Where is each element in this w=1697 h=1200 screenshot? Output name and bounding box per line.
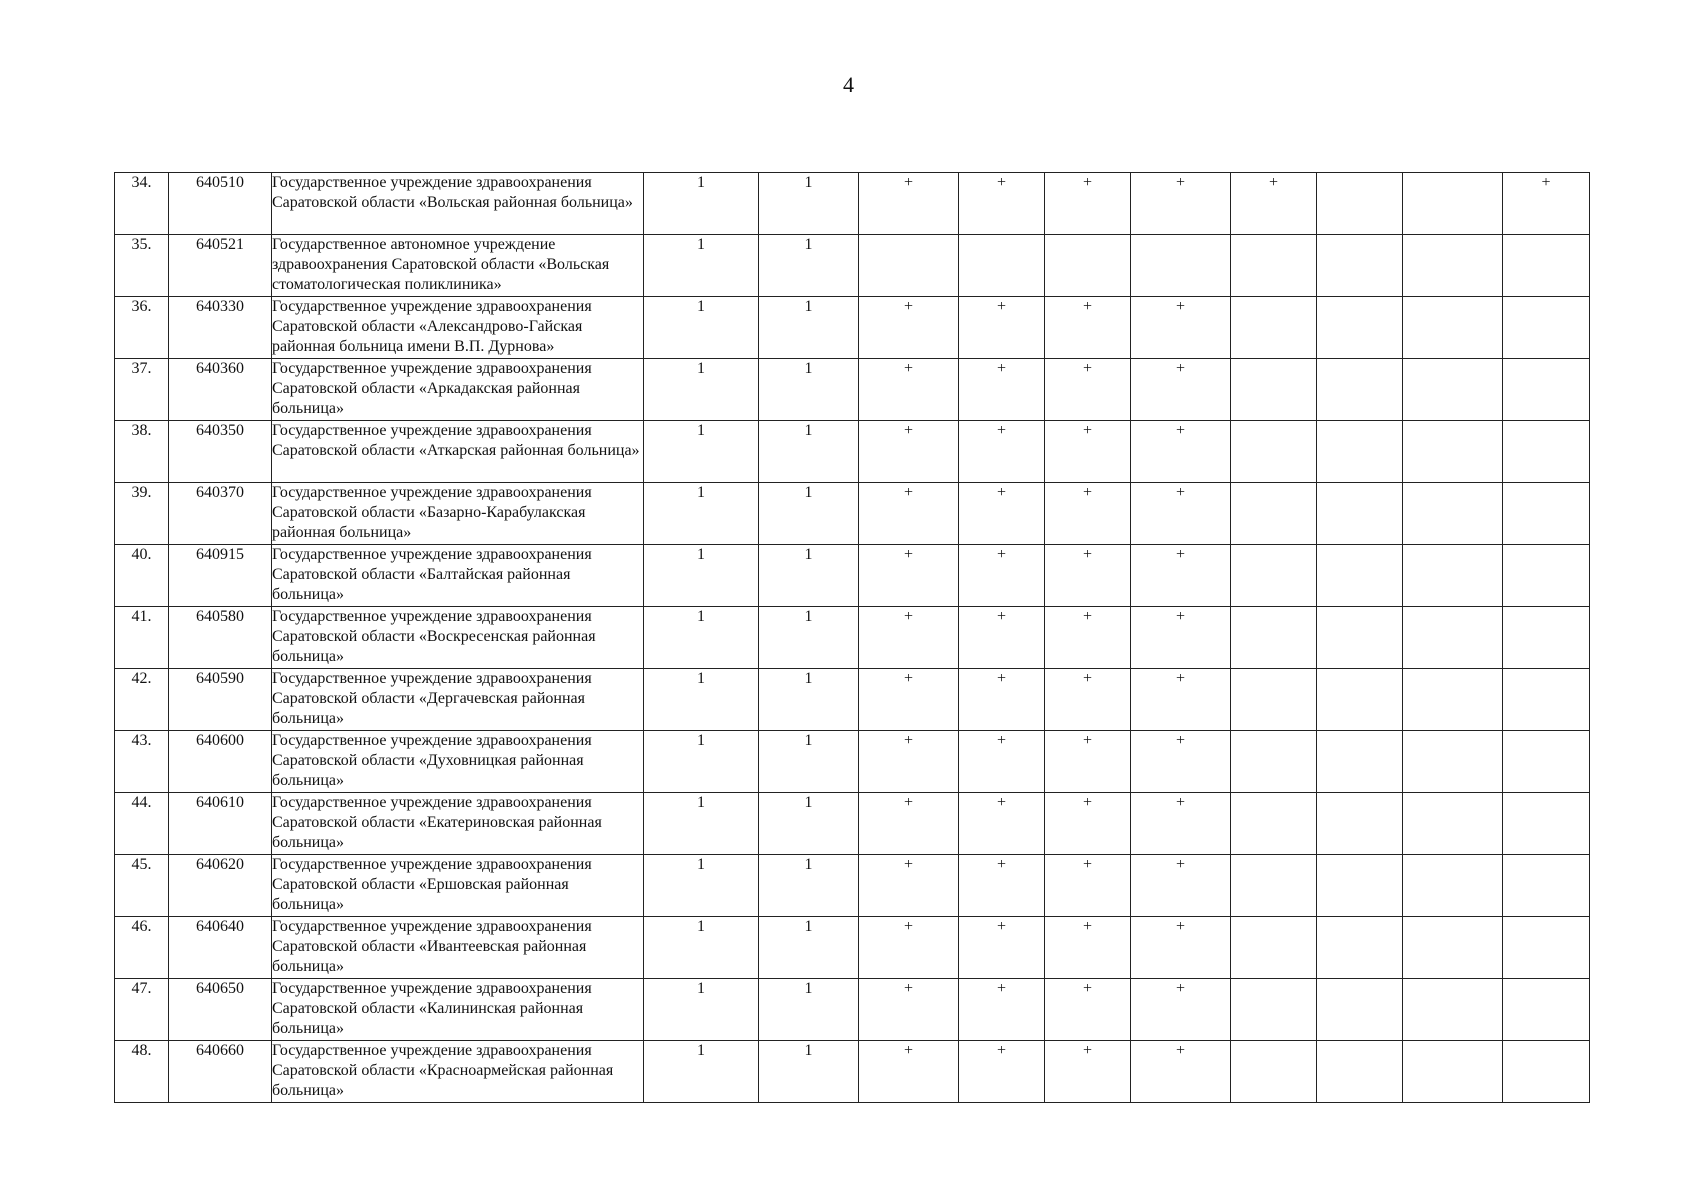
- mark-cell: +: [1045, 545, 1131, 607]
- mark-cell: [1503, 607, 1590, 669]
- mark-cell: [1231, 731, 1317, 793]
- organization-name-cell: Государственное учреждение здравоохранения Саратовской области «Красноармейская районная больница»: [272, 1041, 644, 1103]
- mark-cell: [1403, 607, 1503, 669]
- mark-cell: [1403, 359, 1503, 421]
- mark-cell: [1403, 483, 1503, 545]
- mark-cell: [1503, 917, 1590, 979]
- value-cell: 1: [759, 297, 859, 359]
- row-number-cell: 41.: [115, 607, 169, 669]
- value-cell: 1: [644, 297, 759, 359]
- table-row: [115, 545, 1590, 607]
- mark-cell: [1317, 669, 1403, 731]
- mark-cell: +: [1045, 607, 1131, 669]
- mark-cell: +: [959, 793, 1045, 855]
- mark-cell: +: [1045, 1041, 1131, 1103]
- organization-name-cell: Государственное учреждение здравоохранения Саратовской области «Вольская районная больница»: [272, 173, 644, 235]
- row-number-cell: 36.: [115, 297, 169, 359]
- row-number-cell: 35.: [115, 235, 169, 297]
- mark-cell: [1317, 421, 1403, 483]
- table-row: [115, 359, 1590, 421]
- mark-cell: [1503, 669, 1590, 731]
- mark-cell: [1403, 979, 1503, 1041]
- registry-code-cell: 640610: [169, 793, 272, 855]
- value-cell: 1: [644, 979, 759, 1041]
- row-number-cell: 42.: [115, 669, 169, 731]
- organization-name-cell: Государственное учреждение здравоохранения Саратовской области «Калининская районная больница»: [272, 979, 644, 1041]
- mark-cell: [1503, 483, 1590, 545]
- registry-code-cell: 640350: [169, 421, 272, 483]
- mark-cell: +: [959, 979, 1045, 1041]
- mark-cell: [1503, 793, 1590, 855]
- mark-cell: [1131, 235, 1231, 297]
- row-number-cell: 47.: [115, 979, 169, 1041]
- mark-cell: [1403, 421, 1503, 483]
- table-row: [115, 731, 1590, 793]
- table-row: [115, 483, 1590, 545]
- mark-cell: [1231, 1041, 1317, 1103]
- registry-code-cell: 640660: [169, 1041, 272, 1103]
- mark-cell: [1403, 235, 1503, 297]
- table-row: [115, 421, 1590, 483]
- table-row: [115, 235, 1590, 297]
- value-cell: 1: [644, 359, 759, 421]
- row-number-cell: 40.: [115, 545, 169, 607]
- page-number: 4: [843, 72, 854, 97]
- table-row: [115, 917, 1590, 979]
- mark-cell: [1403, 1041, 1503, 1103]
- mark-cell: +: [1131, 1041, 1231, 1103]
- mark-cell: +: [1131, 855, 1231, 917]
- mark-cell: +: [959, 669, 1045, 731]
- mark-cell: [1317, 483, 1403, 545]
- table-row: [115, 979, 1590, 1041]
- row-number-cell: 43.: [115, 731, 169, 793]
- row-number-cell: 37.: [115, 359, 169, 421]
- mark-cell: [1231, 979, 1317, 1041]
- mark-cell: +: [959, 173, 1045, 235]
- mark-cell: [1317, 855, 1403, 917]
- value-cell: 1: [759, 421, 859, 483]
- mark-cell: [1231, 545, 1317, 607]
- registry-code-cell: 640915: [169, 545, 272, 607]
- mark-cell: +: [859, 421, 959, 483]
- table-row: [115, 669, 1590, 731]
- row-number-cell: 38.: [115, 421, 169, 483]
- mark-cell: +: [859, 607, 959, 669]
- value-cell: 1: [644, 731, 759, 793]
- mark-cell: +: [1231, 173, 1317, 235]
- mark-cell: [1317, 545, 1403, 607]
- mark-cell: +: [1045, 297, 1131, 359]
- mark-cell: [1503, 545, 1590, 607]
- mark-cell: [1403, 297, 1503, 359]
- mark-cell: +: [1131, 917, 1231, 979]
- table-row: [115, 607, 1590, 669]
- value-cell: 1: [644, 855, 759, 917]
- mark-cell: +: [859, 297, 959, 359]
- mark-cell: +: [959, 545, 1045, 607]
- mark-cell: [1231, 421, 1317, 483]
- registry-code-cell: 640510: [169, 173, 272, 235]
- mark-cell: +: [1045, 793, 1131, 855]
- mark-cell: +: [1131, 359, 1231, 421]
- mark-cell: +: [1131, 173, 1231, 235]
- mark-cell: [1503, 235, 1590, 297]
- mark-cell: +: [1503, 173, 1590, 235]
- value-cell: 1: [644, 607, 759, 669]
- mark-cell: [859, 235, 959, 297]
- value-cell: 1: [759, 855, 859, 917]
- mark-cell: [1317, 235, 1403, 297]
- value-cell: 1: [759, 173, 859, 235]
- row-number-cell: 34.: [115, 173, 169, 235]
- mark-cell: [1403, 669, 1503, 731]
- row-number-cell: 39.: [115, 483, 169, 545]
- value-cell: 1: [644, 483, 759, 545]
- mark-cell: [1403, 173, 1503, 235]
- mark-cell: +: [1131, 669, 1231, 731]
- registry-code-cell: 640521: [169, 235, 272, 297]
- mark-cell: +: [1045, 421, 1131, 483]
- row-number-cell: 44.: [115, 793, 169, 855]
- value-cell: 1: [644, 545, 759, 607]
- mark-cell: [1317, 1041, 1403, 1103]
- mark-cell: +: [859, 793, 959, 855]
- organization-name-cell: Государственное учреждение здравоохранения Саратовской области «Екатериновская районная больница»: [272, 793, 644, 855]
- value-cell: 1: [644, 173, 759, 235]
- mark-cell: +: [959, 607, 1045, 669]
- table-row: [115, 855, 1590, 917]
- mark-cell: [1317, 173, 1403, 235]
- mark-cell: [1317, 793, 1403, 855]
- mark-cell: +: [959, 1041, 1045, 1103]
- mark-cell: [1231, 793, 1317, 855]
- table-row: [115, 1041, 1590, 1103]
- mark-cell: [1045, 235, 1131, 297]
- mark-cell: +: [1131, 483, 1231, 545]
- mark-cell: [1503, 979, 1590, 1041]
- value-cell: 1: [759, 235, 859, 297]
- table-row: [115, 173, 1590, 235]
- mark-cell: [1231, 855, 1317, 917]
- mark-cell: [1317, 359, 1403, 421]
- mark-cell: [1231, 483, 1317, 545]
- row-number-cell: 46.: [115, 917, 169, 979]
- organization-name-cell: Государственное учреждение здравоохранения Саратовской области «Ивантеевская районная больница»: [272, 917, 644, 979]
- mark-cell: [1503, 731, 1590, 793]
- mark-cell: [1231, 669, 1317, 731]
- mark-cell: +: [1131, 793, 1231, 855]
- mark-cell: +: [859, 917, 959, 979]
- mark-cell: [1231, 235, 1317, 297]
- mark-cell: [1403, 731, 1503, 793]
- registry-code-cell: 640330: [169, 297, 272, 359]
- value-cell: 1: [644, 1041, 759, 1103]
- mark-cell: [1503, 421, 1590, 483]
- mark-cell: +: [959, 855, 1045, 917]
- mark-cell: +: [859, 359, 959, 421]
- value-cell: 1: [759, 1041, 859, 1103]
- mark-cell: +: [859, 855, 959, 917]
- value-cell: 1: [644, 235, 759, 297]
- mark-cell: +: [959, 297, 1045, 359]
- mark-cell: +: [859, 1041, 959, 1103]
- mark-cell: +: [1131, 731, 1231, 793]
- mark-cell: +: [1131, 607, 1231, 669]
- mark-cell: +: [1045, 731, 1131, 793]
- mark-cell: +: [1045, 917, 1131, 979]
- registry-code-cell: 640360: [169, 359, 272, 421]
- registry-code-cell: 640650: [169, 979, 272, 1041]
- value-cell: 1: [644, 917, 759, 979]
- mark-cell: +: [1045, 855, 1131, 917]
- value-cell: 1: [644, 793, 759, 855]
- value-cell: 1: [759, 669, 859, 731]
- organization-name-cell: Государственное учреждение здравоохранения Саратовской области «Аркадакская районная больница»: [272, 359, 644, 421]
- row-number-cell: 48.: [115, 1041, 169, 1103]
- mark-cell: [1231, 297, 1317, 359]
- organization-name-cell: Государственное учреждение здравоохранения Саратовской области «Аткарская районная больница»: [272, 421, 644, 483]
- mark-cell: +: [1045, 669, 1131, 731]
- mark-cell: [1503, 855, 1590, 917]
- value-cell: 1: [759, 545, 859, 607]
- mark-cell: +: [859, 545, 959, 607]
- mark-cell: [1317, 607, 1403, 669]
- mark-cell: +: [859, 731, 959, 793]
- mark-cell: [1317, 731, 1403, 793]
- mark-cell: [1403, 917, 1503, 979]
- value-cell: 1: [759, 793, 859, 855]
- value-cell: 1: [644, 669, 759, 731]
- registry-code-cell: 640600: [169, 731, 272, 793]
- value-cell: 1: [759, 731, 859, 793]
- mark-cell: [1503, 1041, 1590, 1103]
- organization-name-cell: Государственное учреждение здравоохранения Саратовской области «Дергачевская районная больница»: [272, 669, 644, 731]
- mark-cell: +: [1045, 483, 1131, 545]
- mark-cell: [1317, 297, 1403, 359]
- organization-name-cell: Государственное учреждение здравоохранения Саратовской области «Балтайская районная больница»: [272, 545, 644, 607]
- mark-cell: +: [859, 483, 959, 545]
- value-cell: 1: [644, 421, 759, 483]
- value-cell: 1: [759, 359, 859, 421]
- mark-cell: [1403, 793, 1503, 855]
- mark-cell: +: [1131, 421, 1231, 483]
- mark-cell: [1231, 607, 1317, 669]
- registry-code-cell: 640370: [169, 483, 272, 545]
- mark-cell: +: [1131, 297, 1231, 359]
- registry-code-cell: 640640: [169, 917, 272, 979]
- organization-name-cell: Государственное учреждение здравоохранения Саратовской области «Александрово-Гайская районная больница имени В.П. Дурнова»: [272, 297, 644, 359]
- registry-code-cell: 640590: [169, 669, 272, 731]
- mark-cell: [1403, 855, 1503, 917]
- mark-cell: +: [859, 173, 959, 235]
- row-number-cell: 45.: [115, 855, 169, 917]
- mark-cell: [1231, 917, 1317, 979]
- value-cell: 1: [759, 483, 859, 545]
- mark-cell: +: [959, 731, 1045, 793]
- mark-cell: [1317, 979, 1403, 1041]
- registry-code-cell: 640580: [169, 607, 272, 669]
- value-cell: 1: [759, 917, 859, 979]
- mark-cell: +: [1045, 359, 1131, 421]
- value-cell: 1: [759, 607, 859, 669]
- mark-cell: +: [859, 979, 959, 1041]
- organization-name-cell: Государственное автономное учреждение здравоохранения Саратовской области «Вольская стоматологическая поликлиника»: [272, 235, 644, 297]
- mark-cell: +: [1045, 979, 1131, 1041]
- mark-cell: [1231, 359, 1317, 421]
- organization-name-cell: Государственное учреждение здравоохранения Саратовской области «Воскресенская районная больница»: [272, 607, 644, 669]
- mark-cell: [959, 235, 1045, 297]
- organization-name-cell: Государственное учреждение здравоохранения Саратовской области «Ершовская районная больница»: [272, 855, 644, 917]
- mark-cell: +: [1131, 979, 1231, 1041]
- table-row: [115, 297, 1590, 359]
- mark-cell: [1317, 917, 1403, 979]
- mark-cell: +: [959, 917, 1045, 979]
- registry-table-body: [115, 173, 1590, 1103]
- mark-cell: +: [859, 669, 959, 731]
- organization-name-cell: Государственное учреждение здравоохранения Саратовской области «Базарно-Карабулакская районная больница»: [272, 483, 644, 545]
- mark-cell: +: [1131, 545, 1231, 607]
- mark-cell: +: [959, 483, 1045, 545]
- mark-cell: [1503, 297, 1590, 359]
- mark-cell: +: [1045, 173, 1131, 235]
- mark-cell: +: [959, 359, 1045, 421]
- mark-cell: +: [959, 421, 1045, 483]
- value-cell: 1: [759, 979, 859, 1041]
- mark-cell: [1503, 359, 1590, 421]
- table-row: [115, 793, 1590, 855]
- registry-table: [114, 172, 1590, 1103]
- organization-name-cell: Государственное учреждение здравоохранения Саратовской области «Духовницкая районная больница»: [272, 731, 644, 793]
- mark-cell: [1403, 545, 1503, 607]
- registry-code-cell: 640620: [169, 855, 272, 917]
